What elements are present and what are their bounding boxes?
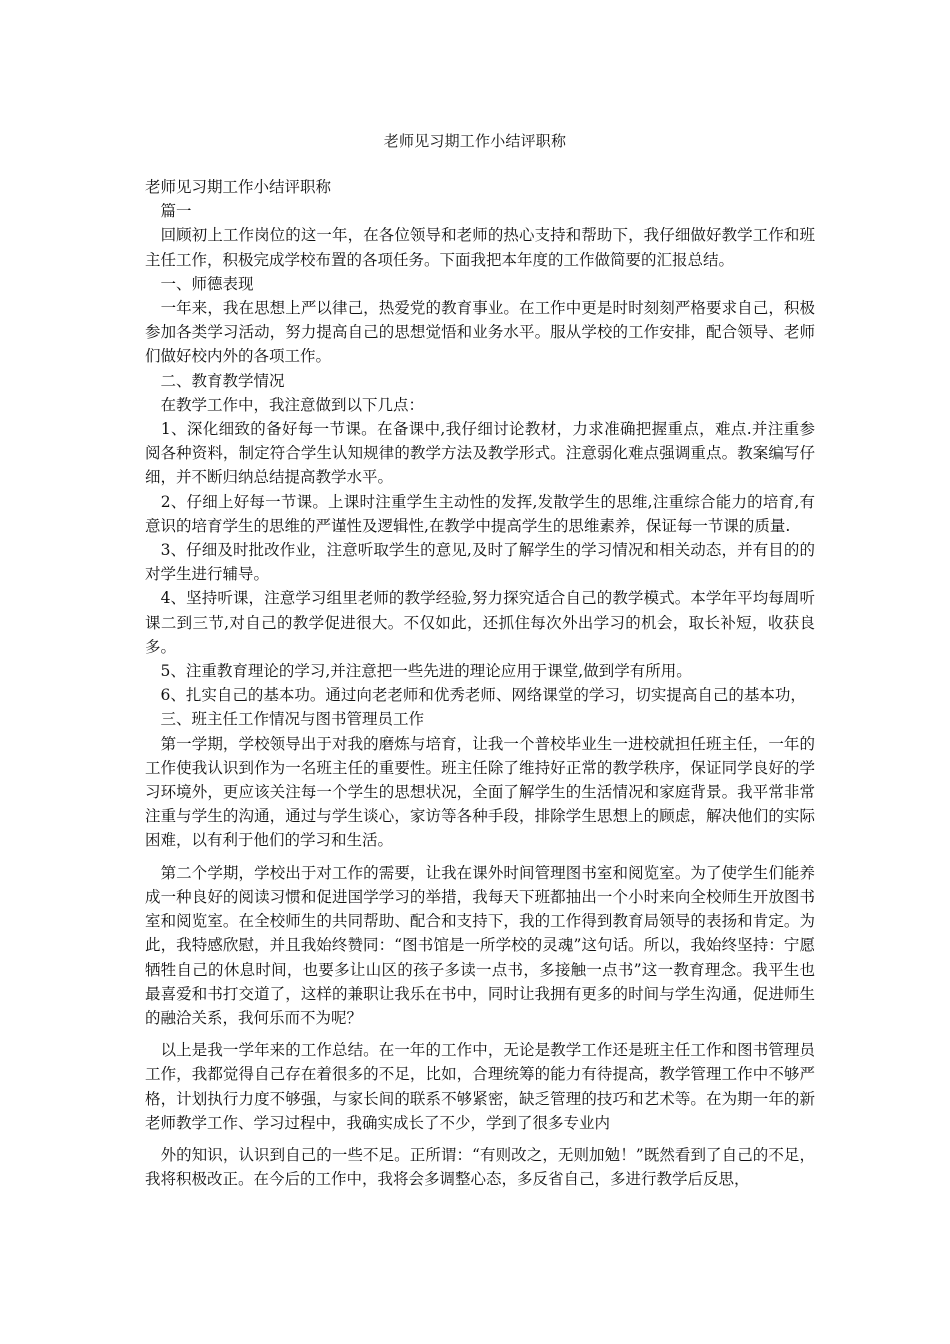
- section-heading-ethics: 一、师德表现: [145, 274, 254, 293]
- teaching-point-2: 2、仔细上好每一节课。上课时注重学生主动性的发挥,发散学生的思维,注重综合能力的培育,有意识的培育学生的思维的严谨性及逻辑性,在教学中提高学生的思维素养，保证每一节课的质量.: [145, 492, 815, 535]
- summary-paragraph: 以上是我一学年来的工作总结。在一年的工作中，无论是教学工作还是班主任工作和图书管理员工作，我都觉得自己存在着很多的不足，比如，合理统筹的能力有待提高，教学管理工作中不够严格，计划执行力度不够强，与家长间的联系不够紧密，缺乏管理的技巧和艺术等。在为期一年的新老师教学工作、学习过程中，我确实成长了不少，学到了很多专业内: [145, 1041, 815, 1132]
- section-heading-teaching: 二、教育教学情况: [145, 371, 285, 390]
- teaching-point-5: 5、注重教育理论的学习,并注意把一些先进的理论应用于课堂,做到学有所用。: [145, 662, 692, 681]
- teaching-point-1: 1、深化细致的备好每一节课。在备课中,我仔细讨论教材，力求准确把握重点，难点.并注重参阅各种资料，制定符合学生认知规律的教学方法及教学形式。注意弱化难点强调重点。教案编写仔细，并不断归纳总结提高教学水平。: [145, 420, 815, 487]
- teaching-point-6: 6、扎实自己的基本功。通过向老老师和优秀老师、网络课堂的学习，切实提高自己的基本功，: [145, 686, 806, 705]
- body-heading: 老师见习期工作小结评职称: [145, 178, 332, 196]
- teaching-point-3: 3、仔细及时批改作业，注意听取学生的意见,及时了解学生的学习情况和相关动态，并有目的的对学生进行辅导。: [145, 541, 815, 584]
- intro-paragraph: 回顾初上工作岗位的这一年，在各位领导和老师的热心支持和帮助下，我仔细做好教学工作和班主任工作，积极完成学校布置的各项任务。下面我把本年度的工作做简要的汇报总结。: [145, 226, 815, 269]
- first-semester-paragraph: 第一学期，学校领导出于对我的磨炼与培育，让我一个普校毕业生一进校就担任班主任，一年的工作使我认识到作为一名班主任的重要性。班主任除了维持好正常的教学秩序，保证同学良好的学习环境外，更应该关注每一个学生的思想状况，全面了解学生的生活情况和家庭背景。我平常非常注重与学生的沟通，通过与学生谈心，家访等各种手段，排除学生思想上的顾虑，解决他们的实际困难，以有利于他们的学习和生活。: [145, 734, 815, 850]
- closing-paragraph: 外的知识，认识到自己的一些不足。正所谓：“有则改之，无则加勉！”既然看到了自己的不足，我将积极改正。在今后的工作中，我将会多调整心态，多反省自己，多进行教学后反思，: [145, 1145, 815, 1189]
- document-title: 老师见习期工作小结评职称: [383, 132, 567, 150]
- teaching-point-4: 4、坚持听课，注意学习组里老师的教学经验,努力探究适合自己的教学模式。本学年平均每周听课二到三节,对自己的教学促进很大。不仅如此，还抓住每次外出学习的机会，取长补短，收获良多。: [145, 589, 815, 656]
- ethics-paragraph: 一年来，我在思想上严以律己，热爱党的教育事业。在工作中更是时时刻刻严格要求自己，积极参加各类学习活动，努力提高自己的思想觉悟和业务水平。服从学校的工作安排，配合领导、老师们做好校内外的各项工作。: [145, 299, 815, 366]
- second-semester-paragraph: 第二个学期，学校出于对工作的需要，让我在课外时间管理图书室和阅览室。为了使学生们能养成一种良好的阅读习惯和促进国学学习的举措，我每天下班都抽出一个小时来向全校师生开放图书室和阅览室。在全校师生的共同帮助、配合和支持下，我的工作得到教育局领导的表扬和肯定。为此，我特感欣慰，并且我始终赞同：“图书馆是一所学校的灵魂”这句话。所以，我始终坚持：宁愿牺牲自己的休息时间，也要多让山区的孩子多读一点书，多接触一点书”这一教育理念。我平生也最喜爱和书打交道了，这样的兼职让我乐在书中，同时让我拥有更多的时间与学生沟通，促进师生的融洽关系，我何乐而不为呢？: [145, 863, 815, 1027]
- teaching-intro-paragraph: 在教学工作中，我注意做到以下几点：: [145, 395, 425, 414]
- document-body: [145, 175, 815, 1191]
- section-heading-class-and-library: 三、班主任工作情况与图书管理员工作: [145, 710, 425, 729]
- section-label-part-one: 篇一: [145, 202, 192, 221]
